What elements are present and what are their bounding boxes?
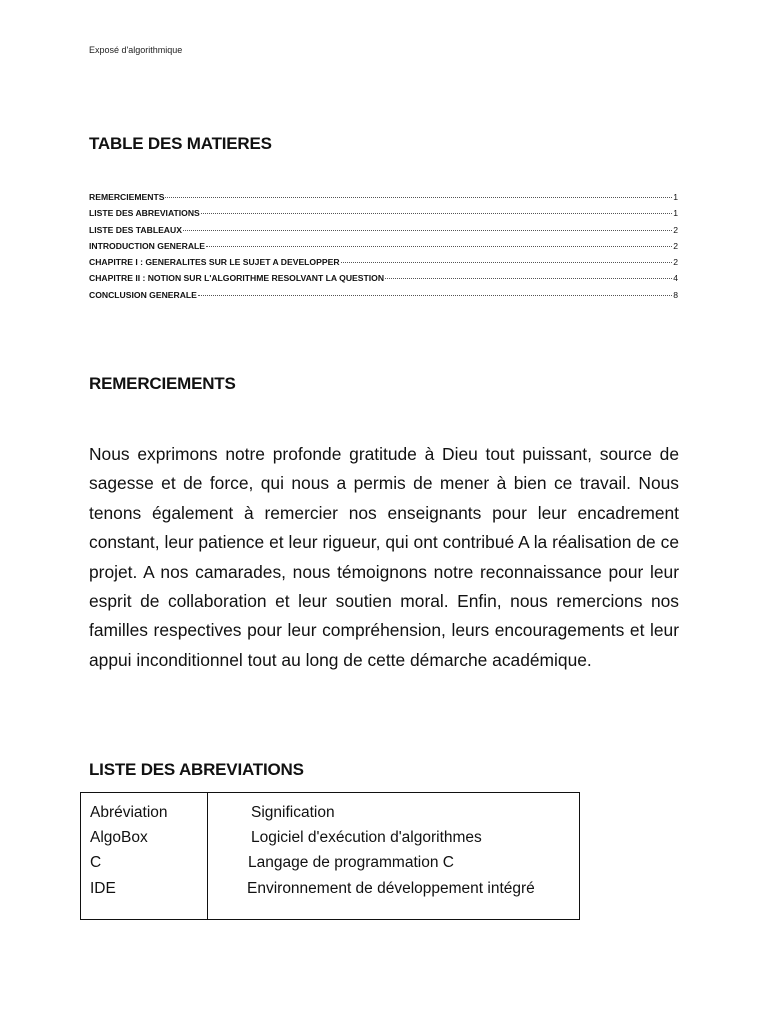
toc-entry-label: CONCLUSION GENERALE [89,289,197,300]
toc-dot-leader [165,197,672,198]
toc-list [89,192,678,306]
toc-dot-leader [385,278,672,279]
toc-entry-tableaux[interactable] [89,225,678,241]
toc-dot-leader [201,213,672,214]
remerciements-paragraph: Nous exprimons notre profonde gratitude à Dieu tout puissant, source de sagesse et de force, qui nous a permis de mener à bien ce travail. Nous tenons également à remercier nos enseignants pour leur encadrement constant, leur patience et leur rigueur, qui ont contribué A la réalisation de ce projet. A nos camarades, nous témoignons notre reconnaissance pour leur esprit de collaboration et leur soutien moral. Enfin, nous remercions nos familles respectives pour leur compréhension, leurs encouragements et leur appui inconditionnel tout au long de cette démarche académique. [89,444,679,670]
row-signification: Environnement de développement intégré [247,880,535,897]
toc-entry-page: 8 [673,289,678,300]
row-signification: Logiciel d'exécution d'algorithmes [251,829,482,846]
table-row [81,876,579,901]
row-abreviation: IDE [90,880,116,897]
toc-entry-remerciements[interactable] [89,192,678,208]
toc-entry-page: 1 [673,208,678,219]
toc-entry-abreviations[interactable] [89,208,678,224]
remerciements-heading: REMERCIEMENTS [89,374,236,393]
page-header: Exposé d'algorithmique [89,45,183,55]
table-header-row [81,800,579,825]
toc-dot-leader [198,295,672,296]
toc-entry-label: LISTE DES TABLEAUX [89,224,182,235]
table-row [81,850,579,875]
toc-entry-chapitre-1[interactable] [89,257,678,273]
toc-dot-leader [183,230,672,231]
toc-entry-label: INTRODUCTION GENERALE [89,240,206,251]
toc-entry-introduction[interactable] [89,241,678,257]
toc-entry-page: 2 [673,257,678,268]
toc-dot-leader [206,246,672,247]
toc-dot-leader [341,262,673,263]
header-signification: Signification [251,804,335,821]
toc-entry-label: REMERCIEMENTS [89,192,165,202]
toc-entry-page: 2 [673,240,678,251]
toc-entry-label: LISTE DES ABREVIATIONS [89,208,200,219]
row-abreviation: C [90,854,102,871]
row-abreviation: AlgoBox [90,829,148,846]
toc-entry-label: CHAPITRE I : GENERALITES SUR LE SUJET A DEVELOPPER [89,257,340,268]
toc-title: TABLE DES MATIERES [89,134,272,153]
toc-entry-page: 1 [673,192,678,202]
toc-entry-chapitre-2[interactable] [89,273,678,289]
toc-entry-page: 2 [673,224,678,235]
toc-entry-conclusion[interactable] [89,290,678,306]
row-signification: Langage de programmation C [248,854,454,871]
toc-entry-page: 4 [673,273,678,284]
table-row [81,825,579,850]
toc-entry-label: CHAPITRE II : NOTION SUR L'ALGORITHME RESOLVANT LA QUESTION [89,273,385,284]
abreviations-table [80,792,580,920]
abreviations-heading: LISTE DES ABREVIATIONS [89,760,304,779]
header-abreviation: Abréviation [90,804,168,821]
